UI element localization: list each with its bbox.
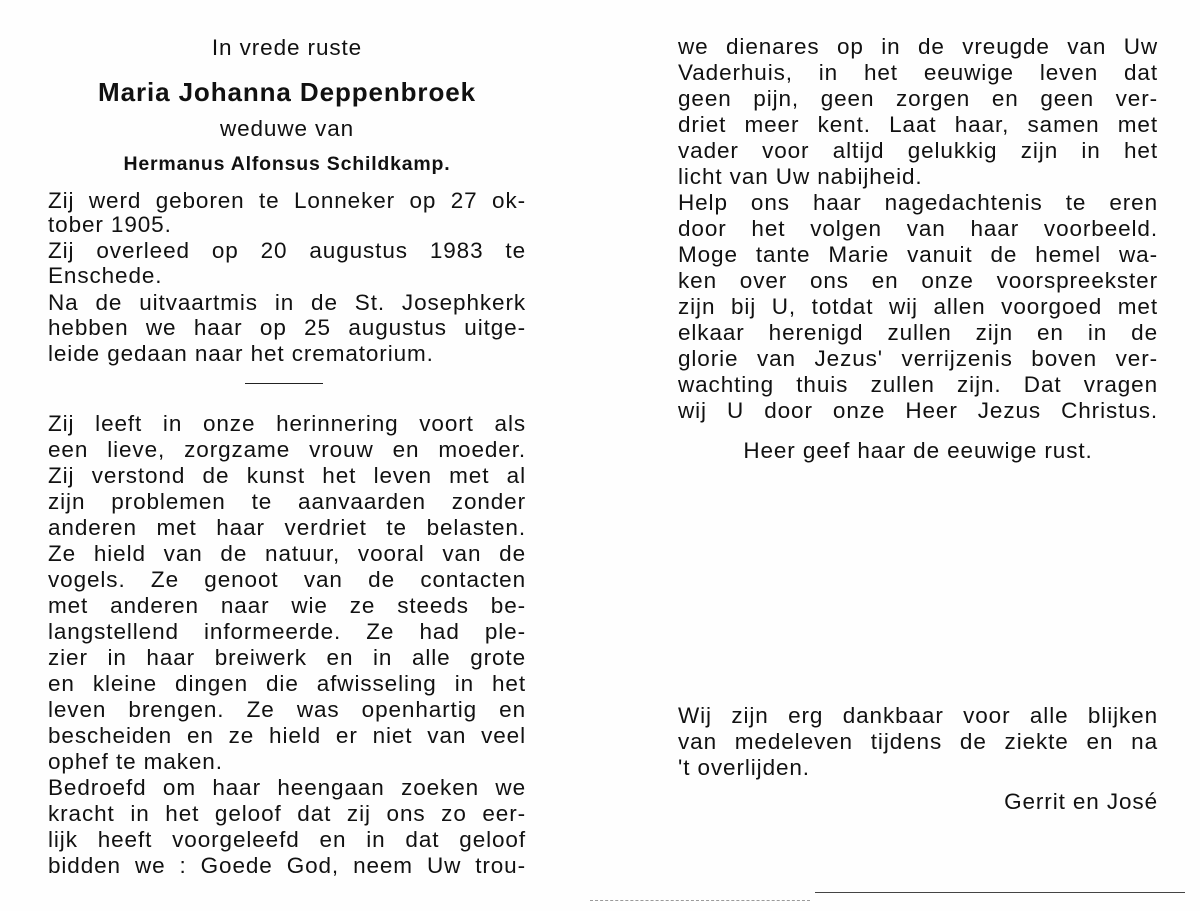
section-divider bbox=[245, 383, 323, 384]
memory-line: Ze hield van de natuur, vooral van de bbox=[48, 541, 526, 566]
memory-line: zijn problemen te aanvaarden zonder bbox=[48, 489, 526, 514]
memory-line: kracht in het geloof dat zij ons zo eer- bbox=[48, 801, 526, 826]
husband-name: Hermanus Alfonsus Schildkamp. bbox=[123, 153, 451, 175]
prayer-line: zijn bij U, totdat wij allen voorgoed met bbox=[678, 294, 1158, 319]
prayer-line: Vaderhuis, in het eeuwige leven dat bbox=[678, 60, 1158, 85]
deceased-name: Maria Johanna Deppenbroek bbox=[98, 77, 476, 107]
thanks-line: van medeleven tijdens de ziekte en na bbox=[678, 729, 1158, 754]
memory-line: bidden we : Goede God, neem Uw trou- bbox=[48, 853, 526, 878]
bio-line: leide gedaan naar het crematorium. bbox=[48, 341, 434, 366]
bottom-edge-faint-rule bbox=[590, 900, 810, 901]
prayer-line: wachting thuis zullen zijn. Dat vragen bbox=[678, 372, 1158, 397]
memory-line: zier in haar breiwerk en in alle grote bbox=[48, 645, 526, 670]
widow-of-label: weduwe van bbox=[219, 116, 355, 141]
memory-line: lijk heeft voorgeleefd en in dat geloof bbox=[48, 827, 526, 852]
thanks-line: 't overlijden. bbox=[678, 755, 810, 780]
memory-line: een lieve, zorgzame vrouw en moeder. bbox=[48, 437, 526, 462]
prayer-line: ken over ons en onze voorspreekster bbox=[678, 268, 1158, 293]
prayer-line: elkaar herenigd zullen zijn en in de bbox=[678, 320, 1158, 345]
prayer-line: driet meer kent. Laat haar, samen met bbox=[678, 112, 1158, 137]
memory-line: bescheiden en ze hield er niet van veel bbox=[48, 723, 526, 748]
memory-line: Zij leeft in onze herinnering voort als bbox=[48, 411, 526, 436]
prayer-line: licht van Uw nabijheid. bbox=[678, 164, 923, 189]
prayer-line: door het volgen van haar voorbeeld. bbox=[678, 216, 1158, 241]
prayer-line: Help ons haar nagedachtenis te eren bbox=[678, 190, 1158, 215]
memory-line: Zij verstond de kunst het leven met al bbox=[48, 463, 526, 488]
prayer-line: geen pijn, geen zorgen en geen ver- bbox=[678, 86, 1158, 111]
bio-line: Enschede. bbox=[48, 263, 163, 288]
bio-line: Zij overleed op 20 augustus 1983 te bbox=[48, 238, 526, 263]
signature: Gerrit en José bbox=[1004, 789, 1158, 814]
bio-line: Na de uitvaartmis in de St. Josephkerk bbox=[48, 290, 526, 315]
memory-line: en kleine dingen die afwisseling in het bbox=[48, 671, 526, 696]
memory-line: anderen met haar verdriet te belasten. bbox=[48, 515, 526, 540]
bio-line: Zij werd geboren te Lonneker op 27 ok- bbox=[48, 188, 526, 213]
bio-line: hebben we haar op 25 augustus uitge- bbox=[48, 315, 526, 340]
memory-line: leven brengen. Ze was openhartig en bbox=[48, 697, 526, 722]
prayer-line: wij U door onze Heer Jezus Christus. bbox=[678, 398, 1158, 423]
prayer-line: we dienares op in de vreugde van Uw bbox=[678, 34, 1158, 59]
closing-prayer: Heer geef haar de eeuwige rust. bbox=[743, 438, 1093, 463]
memory-line: Bedroefd om haar heengaan zoeken we bbox=[48, 775, 526, 800]
memory-line: met anderen naar wie ze steeds be- bbox=[48, 593, 526, 618]
prayer-line: vader voor altijd gelukkig zijn in het bbox=[678, 138, 1158, 163]
prayer-line: glorie van Jezus' verrijzenis boven ver- bbox=[678, 346, 1158, 371]
prayer-line: Moge tante Marie vanuit de hemel wa- bbox=[678, 242, 1158, 267]
memory-line: vogels. Ze genoot van de contacten bbox=[48, 567, 526, 592]
thanks-line: Wij zijn erg dankbaar voor alle blijken bbox=[678, 703, 1158, 728]
memory-line: langstellend informeerde. Ze had ple- bbox=[48, 619, 526, 644]
bio-line: tober 1905. bbox=[48, 212, 172, 237]
memory-line: ophef te maken. bbox=[48, 749, 223, 774]
bottom-edge-rule bbox=[815, 892, 1185, 893]
heading-in-vrede-ruste: In vrede ruste bbox=[211, 35, 363, 60]
